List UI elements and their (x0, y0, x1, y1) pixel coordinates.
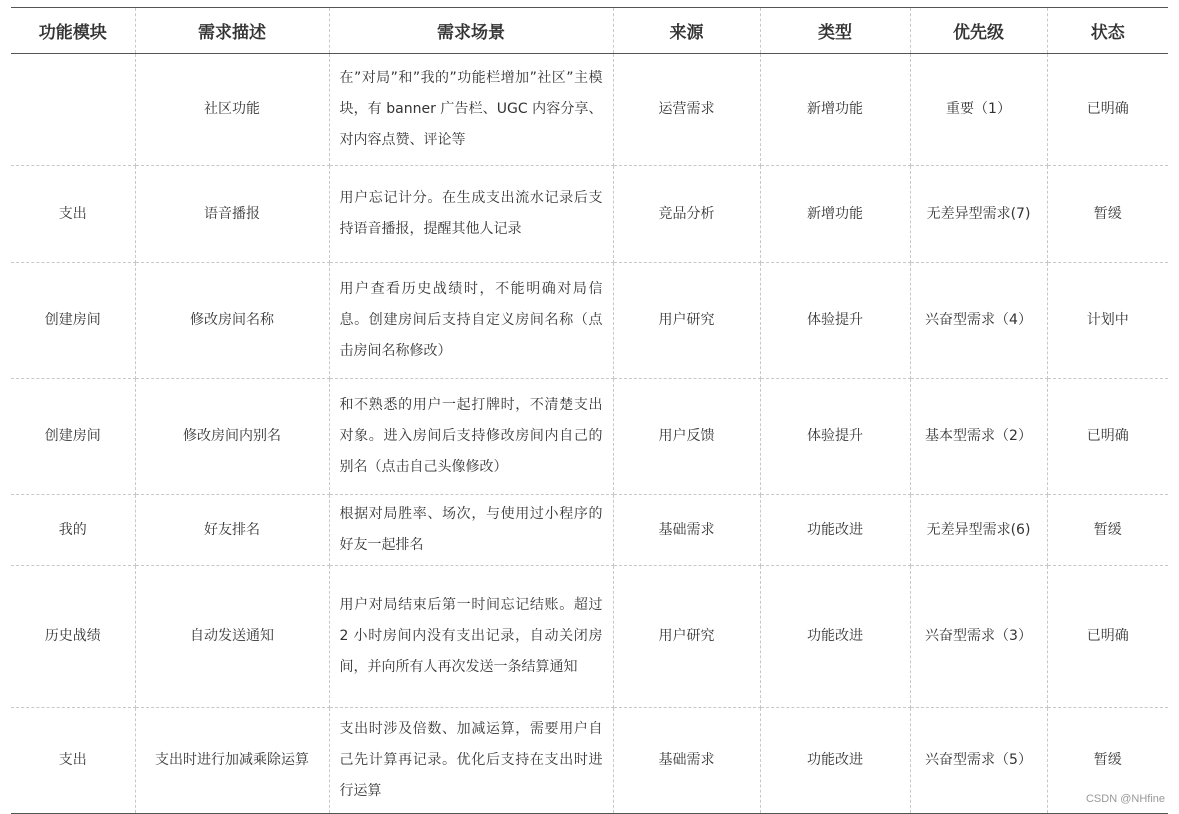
cell-status: 暂缓 (1047, 495, 1168, 566)
cell-module: 我的 (11, 495, 135, 566)
cell-module: 支出 (11, 166, 135, 263)
cell-source: 竞品分析 (613, 166, 760, 263)
cell-priority: 兴奋型需求（5） (910, 708, 1047, 814)
table-row (11, 566, 1168, 708)
cell-status: 暂缓 (1047, 166, 1168, 263)
cell-module: 创建房间 (11, 263, 135, 379)
table-row (11, 379, 1168, 495)
header-type: 类型 (760, 8, 910, 54)
cell-module: 历史战绩 (11, 566, 135, 708)
cell-description: 自动发送通知 (135, 566, 329, 708)
cell-description: 语音播报 (135, 166, 329, 263)
cell-status: 暂缓 (1047, 708, 1168, 814)
table-row (11, 708, 1168, 814)
watermark: CSDN @NHfine (1085, 793, 1165, 805)
cell-priority: 兴奋型需求（4） (910, 263, 1047, 379)
table-body (11, 54, 1168, 814)
cell-priority: 基本型需求（2） (910, 379, 1047, 495)
table-header (11, 8, 1168, 54)
cell-scene: 在”对局”和”我的”功能栏增加”社区”主模块，有 banner 广告栏、UGC 内容分享、对内容点赞、评论等 (329, 54, 613, 166)
cell-module (11, 54, 135, 166)
cell-description: 好友排名 (135, 495, 329, 566)
cell-type: 体验提升 (760, 379, 910, 495)
cell-description: 社区功能 (135, 54, 329, 166)
cell-status: 已明确 (1047, 54, 1168, 166)
requirements-table (11, 7, 1168, 814)
cell-status: 已明确 (1047, 379, 1168, 495)
cell-priority: 兴奋型需求（3） (910, 566, 1047, 708)
header-description: 需求描述 (135, 8, 329, 54)
table-row (11, 495, 1168, 566)
cell-source: 运营需求 (613, 54, 760, 166)
cell-module: 创建房间 (11, 379, 135, 495)
header-row (11, 8, 1168, 54)
cell-status: 计划中 (1047, 263, 1168, 379)
cell-source: 用户研究 (613, 263, 760, 379)
cell-description: 修改房间名称 (135, 263, 329, 379)
cell-status: 已明确 (1047, 566, 1168, 708)
cell-type: 功能改进 (760, 495, 910, 566)
cell-scene: 用户忘记计分。在生成支出流水记录后支持语音播报，提醒其他人记录 (329, 166, 613, 263)
cell-priority: 无差异型需求(7) (910, 166, 1047, 263)
cell-type: 新增功能 (760, 166, 910, 263)
cell-description: 修改房间内别名 (135, 379, 329, 495)
header-status: 状态 (1047, 8, 1168, 54)
cell-source: 用户反馈 (613, 379, 760, 495)
cell-scene: 和不熟悉的用户一起打牌时，不清楚支出对象。进入房间后支持修改房间内自己的别名（点击自己头像修改） (329, 379, 613, 495)
cell-type: 新增功能 (760, 54, 910, 166)
header-source: 来源 (613, 8, 760, 54)
cell-priority: 重要（1） (910, 54, 1047, 166)
cell-type: 功能改进 (760, 566, 910, 708)
table-row (11, 54, 1168, 166)
cell-module: 支出 (11, 708, 135, 814)
header-scene: 需求场景 (329, 8, 613, 54)
cell-type: 功能改进 (760, 708, 910, 814)
cell-priority: 无差异型需求(6) (910, 495, 1047, 566)
cell-type: 体验提升 (760, 263, 910, 379)
table-row (11, 263, 1168, 379)
cell-description: 支出时进行加减乘除运算 (135, 708, 329, 814)
cell-scene: 根据对局胜率、场次，与使用过小程序的好友一起排名 (329, 495, 613, 566)
cell-scene: 支出时涉及倍数、加减运算，需要用户自己先计算再记录。优化后支持在支出时进行运算 (329, 708, 613, 814)
cell-source: 用户研究 (613, 566, 760, 708)
header-priority: 优先级 (910, 8, 1047, 54)
table-row (11, 166, 1168, 263)
cell-scene: 用户对局结束后第一时间忘记结账。超过 2 小时房间内没有支出记录，自动关闭房间，并向所有人再次发送一条结算通知 (329, 566, 613, 708)
cell-scene: 用户查看历史战绩时，不能明确对局信息。创建房间后支持自定义房间名称（点击房间名称修改） (329, 263, 613, 379)
cell-source: 基础需求 (613, 708, 760, 814)
cell-source: 基础需求 (613, 495, 760, 566)
header-module: 功能模块 (11, 8, 135, 54)
